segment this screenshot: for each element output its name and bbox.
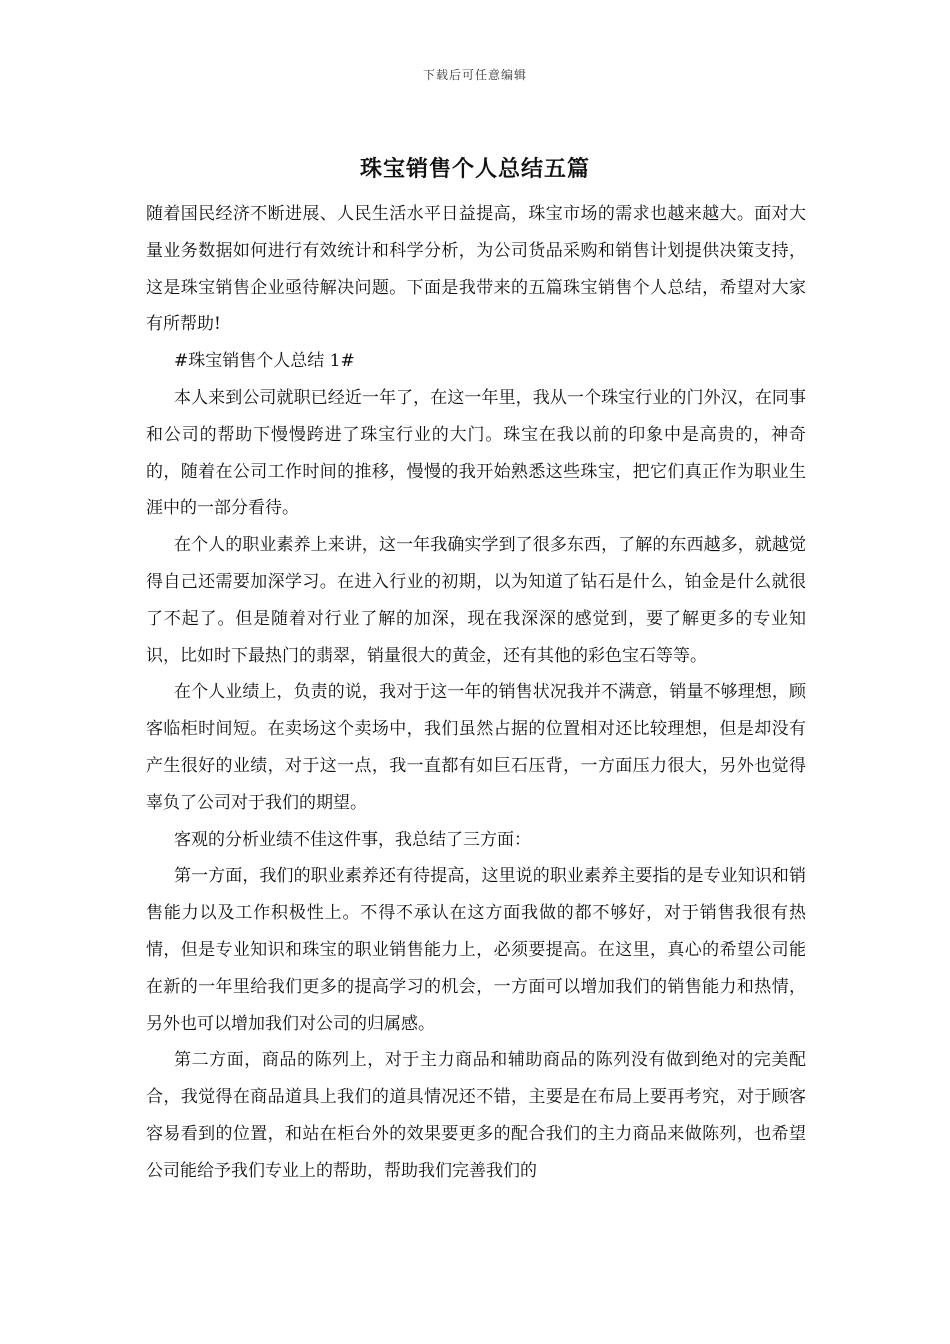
body-paragraph: 在个人的职业素养上来讲，这一年我确实学到了很多东西，了解的东西越多，就越觉得自己还需要加深学习。在进入行业的初期，以为知道了钻石是什么，铂金是什么就很了不起了。但是随着对行业了解的加深，现在我深深的感觉到，要了解更多的专业知识，比如时下最热门的翡翠，销量很大的黄金，还有其他的彩色宝石等等。 — [146, 535, 806, 666]
body-paragraph: 在个人业绩上，负责的说，我对于这一年的销售状况我并不满意，销量不够理想，顾客临柜时间短。在卖场这个卖场中，我们虽然占据的位置相对还比较理想，但是却没有产生很好的业绩，对于这一点，我一直都有如巨石压背，一方面压力很大，另外也觉得辜负了公司对于我们的期望。 — [146, 682, 806, 813]
intro-paragraph: 随着国民经济不断进展、人民生活水平日益提高，珠宝市场的需求也越来越大。面对大量业务数据如何进行有效统计和科学分析，为公司货品采购和销售计划提供决策支持，这是珠宝销售企业亟待解决问题。下面是我带来的五篇珠宝销售个人总结，希望对大家有所帮助! — [146, 204, 806, 335]
header-note: 下载后可任意编辑 — [422, 68, 527, 82]
document-body — [146, 196, 806, 1190]
body-paragraph: 第一方面，我们的职业素养还有待提高，这里说的职业素养主要指的是专业知识和销售能力以及工作积极性上。不得不承认在这方面我做的都不够好，对于销售我很有热情，但是专业知识和珠宝的职业销售能力上，必须要提高。在这里，真心的希望公司能在新的一年里给我们更多的提高学习的机会，一方面可以增加我们的销售能力和热情，另外也可以增加我们对公司的归属感。 — [146, 866, 806, 1034]
body-paragraph: 本人来到公司就职已经近一年了，在这一年里，我从一个珠宝行业的门外汉，在同事和公司的帮助下慢慢跨进了珠宝行业的大门。珠宝在我以前的印象中是高贵的，神奇的，随着在公司工作时间的推移，慢慢的我开始熟悉这些珠宝，把它们真正作为职业生涯中的一部分看待。 — [146, 387, 806, 519]
body-paragraph: 客观的分析业绩不佳这件事，我总结了三方面： — [174, 829, 531, 850]
document-title: 珠宝销售个人总结五篇 — [359, 156, 590, 182]
section-heading: #珠宝销售个人总结 1# — [174, 351, 355, 372]
body-paragraph: 第二方面，商品的陈列上，对于主力商品和辅助商品的陈列没有做到绝对的完美配合，我觉得在商品道具上我们的道具情况还不错，主要是在布局上要再考究，对于顾客容易看到的位置，和站在柜台外的效果要更多的配合我们的主力商品来做陈列，也希望公司能给予我们专业上的帮助，帮助我们完善我们的 — [146, 1050, 806, 1181]
